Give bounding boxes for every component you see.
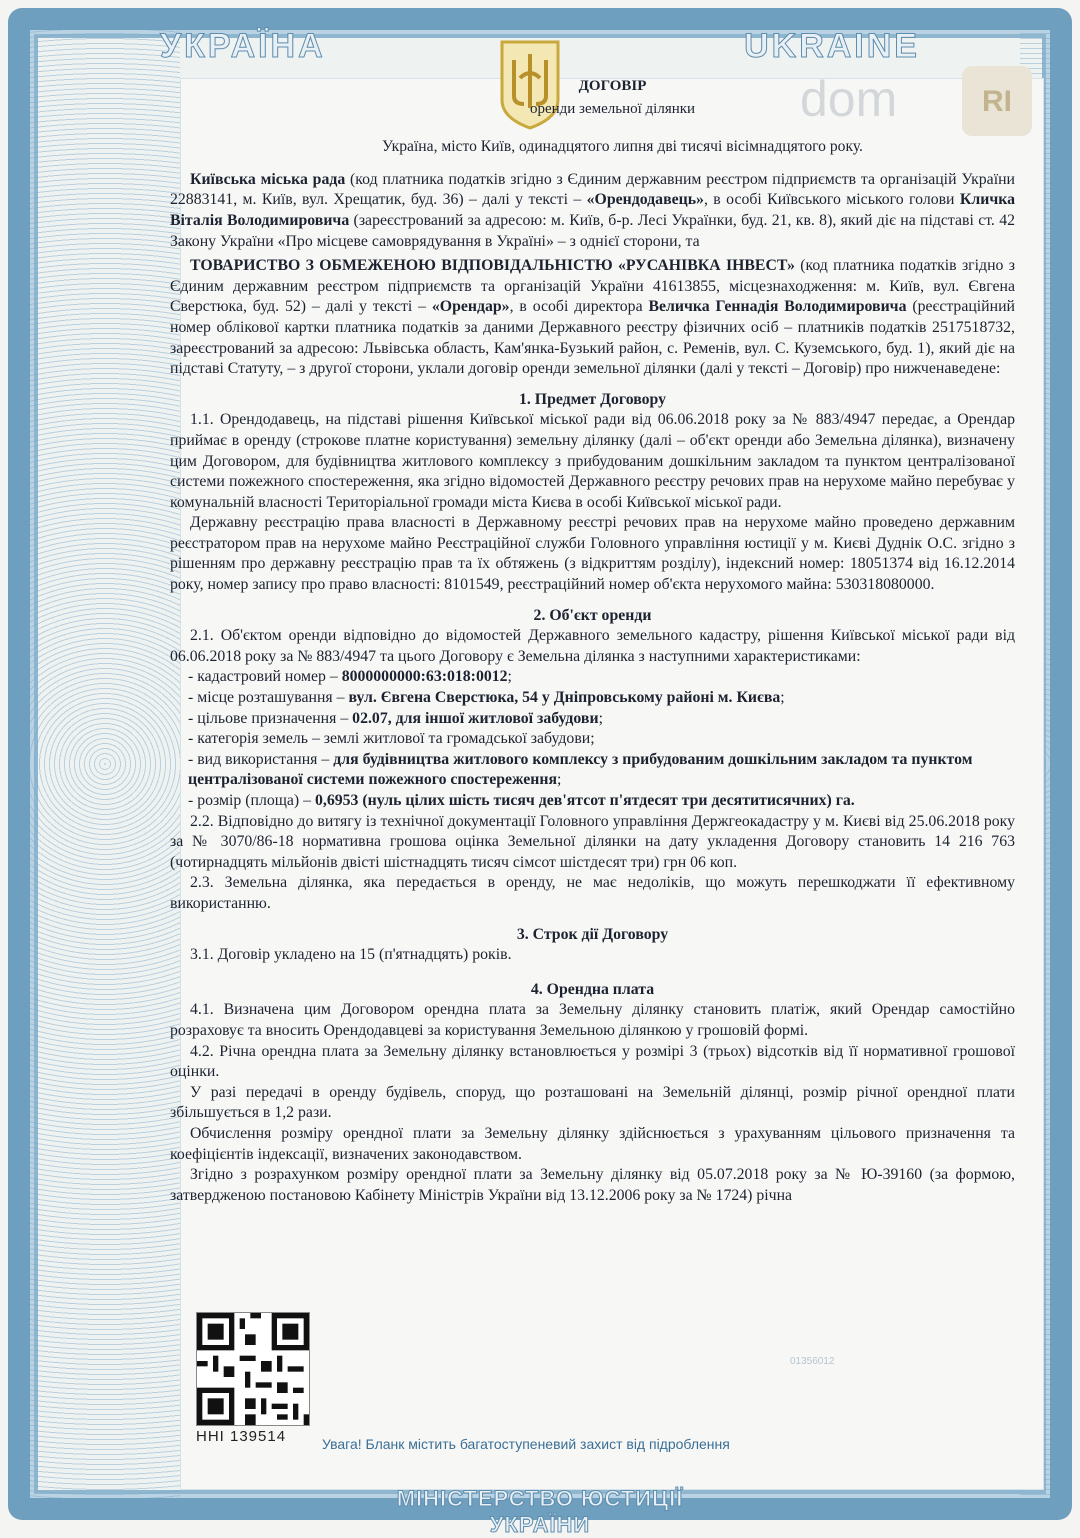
clause-4-2-ref: Згідно з розрахунком розміру орендної плати за Земельну ділянку від 05.07.2018 року за № Ю-39160 (за формою, затвердженою постановою Кабінету Міністрів України від 13.12.2006 року за № 1724) річна <box>170 1166 1015 1204</box>
blank-serial: ННІ 139514 <box>196 1428 287 1445</box>
clause-1-registration: Державну реєстрацію права власності в Державному реєстрі речових прав на нерухоме майно проведено державним реєстратором прав на нерухоме майно Реєстраційної служби Головного управління юстиції у м. Києві Дуднік О.С. згідно з рішенням про державну реєстрацію прав та їх обтяжень (з відкриттям розділу), індексний номер: 18051374 від 16.12.2014 року, номер запису про право власності: 8101549, реєстраційний номер об'єкта нерухомого майна: 530318080000. <box>170 514 1015 594</box>
security-notice: Увага! Бланк містить багатоступеневий захист від підроблення <box>322 1436 730 1452</box>
item-value: 0,6953 (нуль цілих шість тисяч дев'ятсот п'ятдесят три десятитисячних) га. <box>314 792 855 809</box>
party-2-role: «Орендар» <box>431 298 510 316</box>
item-category: - категорія земель – землі житлової та громадської забудови; <box>188 730 595 748</box>
clause-1-1: 1.1. Орендодавець, на підставі рішення Київської міської ради від 06.06.2018 року за № 883/4947 передає, а Орендар приймає в оренду (строкове платне користування) земельну ділянку (далі – об'єкт оренди або Земельна ділянка), визначену цим Договором, для будівництва житлового комплексу з прибудованим дошкільним закладом та пунктом централізованої системи пожежного спостереження, яка згідно відомостей Державного реєстру речових прав на нерухоме майно перебуває у комунальній власності Територіальної громади міста Києва в особі Київської міської ради. <box>170 411 1015 511</box>
item-purpose: - цільове призначення – 02.07, для іншої житлової забудови; <box>188 709 603 727</box>
item-use: - вид використання – для будівництва житлового комплексу з прибудованим дошкільним закладом та пунктом централізованої системи пожежного спостереження; <box>188 750 973 789</box>
party-2-rep: Величка Геннадія Володимировича <box>648 298 907 316</box>
item-label: - цільове призначення – <box>188 709 353 727</box>
item-cadastral: - кадастровий номер – 8000000000:63:018:0012; <box>188 668 512 686</box>
party-2-name: ТОВАРИСТВО З ОБМЕЖЕНОЮ ВІДПОВІДАЛЬНІСТЮ «РУСАНІВКА ІНВЕСТ» <box>190 257 795 275</box>
item-value: для будівництва житлового комплексу з прибудованим дошкільним закладом та пунктом централізованої системи пожежного спостереження <box>188 750 973 789</box>
clause-2-1: 2.1. Об'єктом оренди відповідно до відомостей Державного земельного кадастру, рішення Київської міської ради від 06.06.2018 року за № 883/4947 та цього Договору є Земельна ділянка з наступними характеристиками: <box>170 627 1015 665</box>
party-2-text-a: (код платника податків згідно з Єдиним державним реєстром підприємств та організацій України 41613855, місцезнаходження: м. Київ, вул. Євгена Сверстюка, буд. 52) – далі у тексті – <box>170 257 1015 316</box>
clause-4-2-buildings: У разі передачі в оренду будівель, споруд, що розташовані на Земельній ділянці, розмір річної орендної плати збільшується в 1,2 рази. <box>170 1083 1015 1122</box>
item-label: - розмір (площа) – <box>188 792 315 809</box>
party-1-name: Київська міська рада <box>190 170 346 188</box>
party-1-text-b: , в особі Київського міського голови <box>703 191 960 209</box>
bottom-band <box>360 1486 720 1537</box>
section-1-heading: 1. Предмет Договору <box>519 390 666 408</box>
party-2-text-c: (реєстраційний номер облікової картки платника податків за даними Державного реєстру фізичних осіб – платників податків 2517518732, зареєстрований за адресою: Львівська область, Кам'янка-Бузький район, с. Ременів, вул. С. Куземського, буд. 1), який діє на підставі Статуту, – з другої сторони, уклали договір оренди земельної ділянки (далі у тексті – Договір) про нижченаведене: <box>170 298 1015 378</box>
item-label: - вид використання – <box>188 750 334 768</box>
item-value: землі житлової та громадської забудови <box>323 730 591 748</box>
section-3-heading: 3. Строк дії Договору <box>516 925 669 943</box>
party-1 <box>170 170 1015 252</box>
contract-text <box>170 76 1015 1206</box>
item-value: 02.07, для іншої житлової забудови <box>352 709 599 727</box>
band-ministry: МІНІСТЕРСТВО ЮСТИЦІЇ УКРАЇНИ <box>396 1486 684 1537</box>
party-1-text-a: (код платника податків згідно з Єдиним державним реєстром підприємств та організацій України 22883141, м. Київ, вул. Хрещатик, буд. 36) – далі у тексті – <box>170 170 1015 209</box>
clause-2-3: 2.3. Земельна ділянка, яка передається в оренду, не має недоліків, що можуть перешкоджати її ефективному використанню. <box>170 874 1015 912</box>
item-value: вул. Євгена Сверстюка, 54 у Дніпровському районі м. Києва <box>348 689 781 707</box>
doc-title: ДОГОВІР <box>578 78 647 94</box>
party-1-text-c: (зареєстрований за адресою: м. Київ, б-р. Лесі Українки, буд. 21, кв. 8), який діє на підставі ст. 42 Закону України «Про місцеве самоврядування в Україні» – з однієї сторони, та <box>170 211 1015 250</box>
watermark-badge: RI <box>962 66 1032 136</box>
item-label: - категорія земель – <box>188 730 324 748</box>
clause-2-2: 2.2. Відповідно до витягу із технічної документації Головного управління Держгеокадастру у м. Києві від 25.06.2018 року за № 3070/86-18 нормативна грошова оцінка Земельної ділянки на дату укладення Договору становить 14 216 763 (чотирнадцять мільйонів двісті шістнадцять тисяч сімсот шістдесят три) грн 06 коп. <box>170 812 1015 871</box>
doc-subtitle: оренди земельної ділянки <box>529 100 696 117</box>
section-4-heading: 4. Орендна плата <box>530 980 655 998</box>
band-ukraine-en: UKRAINE <box>744 26 920 65</box>
item-label: - місце розташування – <box>188 689 349 707</box>
party-2 <box>170 256 1015 380</box>
faint-stamp: 01356012 <box>790 1356 835 1367</box>
item-area <box>170 791 1015 812</box>
qr-code-icon <box>196 1312 310 1426</box>
clause-4-2: 4.2. Річна орендна плата за Земельну ділянку встановлюється у розмірі 3 (трьох) відсотків від її нормативної грошової оцінки. <box>170 1042 1015 1081</box>
party-1-role: «Орендодавець» <box>586 191 704 209</box>
clause-4-2-calc: Обчислення розміру орендної плати за Земельну ділянку здійснюється з урахуванням цільового призначення та коефіцієнтів індексації, визначених законодавством. <box>170 1124 1015 1163</box>
guilloche-left <box>30 30 180 1498</box>
section-2-heading: 2. Об'єкт оренди <box>533 606 652 624</box>
band-ukraine-ua: УКРАЇНА <box>160 26 326 65</box>
item-label: - кадастровий номер – <box>188 668 342 686</box>
clause-4-1: 4.1. Визначена цим Договором орендна плата за Земельну ділянку становить платіж, який Орендар самостійно розраховує та вносить Орендодавцеві за користування Земельною ділянкою у грошовій формі. <box>170 1001 1015 1039</box>
place-date: Україна, місто Київ, одинадцятого липня дві тисячі вісімнадцятого року. <box>382 138 863 156</box>
party-2-text-b: , в особі директора <box>509 298 649 316</box>
item-location: - місце розташування – вул. Євгена Сверстюка, 54 у Дніпровському районі м. Києва; <box>188 689 785 707</box>
clause-3-1: 3.1. Договір укладено на 15 (п'ятнадцять) років. <box>190 946 512 964</box>
party-1-rep: Кличка Віталія Володимировича <box>170 191 1015 229</box>
item-value: 8000000000:63:018:0012 <box>341 668 508 686</box>
watermark-logo: dom <box>800 71 898 127</box>
